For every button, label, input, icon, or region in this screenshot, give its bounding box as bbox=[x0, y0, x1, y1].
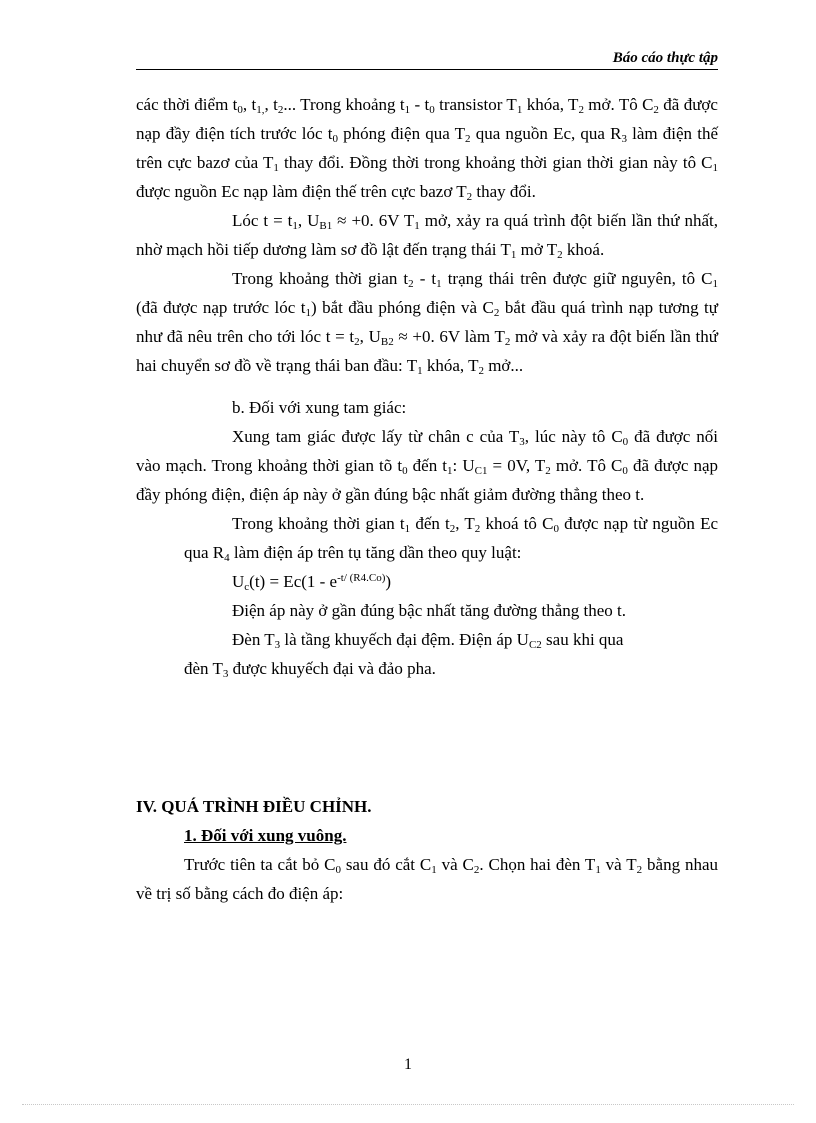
paragraph-2: Lóc $t = t_1$, $U_{B1} \approx +0$. 6V $T_1$ mở, xảy ra quá trình đột biến lần thứ nhất, nhờ mạch hồi tiếp dương làm sơ đồ lật đến trạng thái $T_1$ mở $T_2$ khoá. bbox=[136, 211, 719, 261]
paragraph-1: các thời điểm $t_0$, $t_{1,}$, $t_2$... Trong khoảng $t_1 - t_0$ transistor $T_1$ khóa, $T_2$ mở. Tô $C_2$ đã được nạp đầy điện tích trước lóc $t_0$ phóng điện qua $T_2$ qua nguồn Ec, qua $R_3$ làm điện thế trên cực bazơ của $T_1$ thay đổi. Đồng thời trong khoảng thời gian thời gian này tô $C_1$ được nguồn Ec nạp làm điện thế trên cực bazơ $T_2$ thay đổi. bbox=[136, 95, 719, 203]
section-iv-paragraph-1: Trước tiên ta cắt bỏ $C_0$ sau đó cắt $C_1$ và $C_2$. Chọn hai đèn $T_1$ và $T_2$ bằng nhau về trị số bằng cách đo điện áp: bbox=[136, 855, 718, 903]
section-b-paragraph-1: Xung tam giác được lấy từ chân c của $T_3$, lúc này tô $C_0$ đã được nối vào mạch. Trong khoảng thời gian tõ $t_0$ đến $t_1$: $U_{C1} = 0V$, $T_2$ mở. Tô $C_0$ đã được nạp đầy phóng điện, điện áp này ở gần đúng bậc nhất giảm đường thẳng theo t. bbox=[136, 427, 719, 504]
page-number: 1 bbox=[404, 1056, 412, 1073]
section-b-paragraph-3: Điện áp này ở gần đúng bậc nhất tăng đường thẳng theo t. bbox=[232, 601, 627, 620]
section-iv-subheading: 1. Đối với xung vuông. bbox=[184, 826, 347, 845]
section-iv-heading: IV. QUÁ TRÌNH ĐIỀU CHỈNH. bbox=[136, 797, 372, 816]
paragraph-3: Trong khoảng thời gian $t_2 - t_1$ trạng thái trên được giữ nguyên, tô $C_1$ (đã được nạp trước lóc $t_1$) bắt đầu phóng điện và $C_2$ bắt đầu quá trình nạp tương tự như đã nêu trên cho tới lóc $t = t_2$, $U_{B2} \approx +0$. 6V làm $T_2$ mở và xảy ra đột biến lần thứ hai chuyển sơ đồ về trạng thái ban đầu: $T_1$ khóa, $T_2$ mở... bbox=[136, 269, 718, 377]
section-b-title: b. Đối với xung tam giác: bbox=[232, 398, 407, 417]
formula-uc: $U_c(t) = Ec(1 - e^{-t/ (R4.Co)})$ bbox=[232, 572, 392, 593]
document-body bbox=[136, 90, 718, 908]
header-label: Báo cáo thực tập bbox=[612, 50, 718, 66]
header-rule bbox=[136, 69, 718, 70]
section-b-paragraph-2: Trong khoảng thời gian $t_1$ đến $t_2$, $T_2$ khoá tô $C_0$ được nạp từ nguồn Ec qua $R_4$ làm điện áp trên tụ tăng dần theo quy luật: bbox=[184, 514, 719, 564]
section-b-paragraph-4-cont: đèn $T_3$ được khuyếch đại và đảo pha. bbox=[184, 659, 436, 680]
section-b-paragraph-4: Đèn $T_3$ là tầng khuyếch đại đệm. Điện áp $U_{C2}$ sau khi qua bbox=[232, 630, 624, 651]
page-bottom-border bbox=[22, 1104, 794, 1105]
